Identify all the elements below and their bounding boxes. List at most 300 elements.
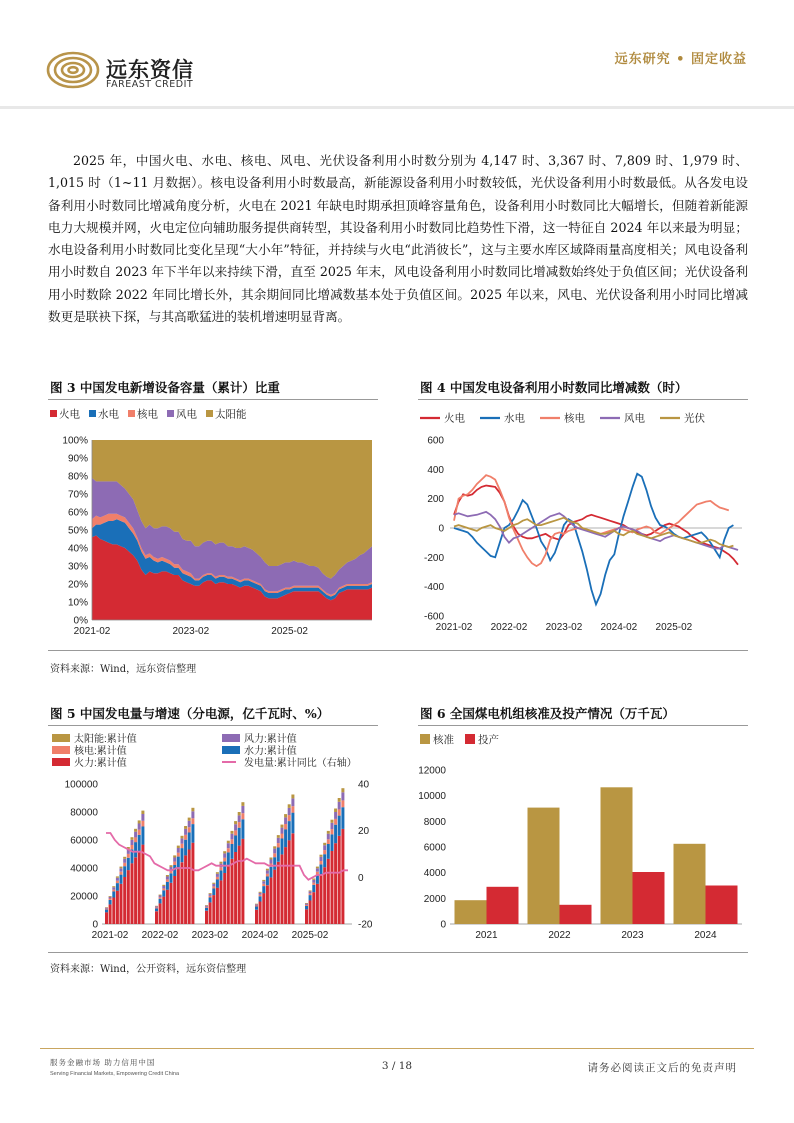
legend-label-4: 火力:累计值 [74,758,127,769]
bar-segment [227,848,230,852]
bar-segment [327,859,330,924]
bar-segment [231,844,234,859]
bar-segment [323,854,326,867]
bar-segment [109,897,112,899]
bar-segment [205,905,208,906]
fig3-title: 图 3 中国发电新增设备容量（累计）比重 [50,380,280,395]
bar-segment [105,909,108,910]
bar-segment [166,890,169,924]
bar-segment [155,907,158,908]
bar-segment [116,878,119,881]
bar-segment [109,896,112,897]
page-number: 3 / 18 [381,1060,413,1072]
bar-segment [134,829,137,832]
header-divider [0,106,794,109]
bar-segment [177,853,180,857]
bar-segment [188,821,191,827]
bar-segment [273,846,276,848]
legend-label-0: 火电 [59,408,80,421]
bar-segment [305,905,308,906]
bar-segment [173,855,176,857]
bar-segment [305,903,308,904]
bar-segment [281,839,284,855]
source1-rule [48,650,748,651]
x-tick-label: 2025-02 [271,626,308,637]
y-tick-label: 90% [67,453,88,465]
fig5-6-source: 资料来源：Wind，公开资料，远东资信整理 [50,964,247,975]
bar-segment [341,792,344,800]
bar-segment [316,884,319,924]
legend-label-1: 水电 [98,408,119,421]
bar-segment [131,837,134,840]
fig3-4-source: 资料来源：Wind，远东资信整理 [50,664,197,675]
y-tick-label: 100000 [64,779,98,791]
y-tick-label: 40000 [70,863,98,875]
bar-segment [331,829,334,834]
bar-segment [181,844,184,848]
bar-segment [234,830,237,835]
bar-segment [238,828,241,846]
bar-segment [141,814,144,821]
bar-segment [162,890,165,896]
legend-label-4: 光伏 [684,412,705,425]
bar-segment [212,895,215,924]
bar-segment [262,886,265,893]
body-text: 2025 年，中国火电、水电、核电、风电、光伏设备利用小时数分别为 4,147 时、3,367 时、7,809 时、1,979 时、1,015 时（1~11 月数据）。核电设备利用小时数最高，新能源设备利用小时数较低，光伏设备利用小时数最低。从各发电设备利用小时数同比增减角度分析，火电在 2021 年缺电时期承担顶峰容量角色，设备利用小时数同比大幅增长，但随着新能源电力大规模并网，火电定位向辅助服务提供商转型，其设备利用小时数同比趋势性下滑，这一特征自 2024 年以来最为明显；水电设备利用小时数同比变化呈现“大小年”特征，并持续与火电“此消彼长”，这与主要水库区域降雨量高度相关；风电设备利用小时数自 2023 年下半年以来持续下滑，直至 2025 年末，风电设备利用小时数同比增减数始终处于负值区间；光伏设备利用小时数除 2022 年同比增长外，其余期间同比增减数基本处于负值区间。2025 年以来，风电、光伏设备利用小时同比增减数更是联袂下探，与其高歌猛进的装机增速明显背离。 [48,153,748,325]
bar-segment [184,826,187,829]
bar-segment [162,885,165,886]
bar-segment [188,850,191,925]
bar-segment [320,857,323,861]
legend-label-1: 投产 [478,734,499,746]
bar-segment [155,911,158,924]
bar-segment [123,866,126,877]
bar-segment [316,868,319,871]
bar-segment [227,852,230,865]
fig6-chart [414,728,750,948]
bar-segment [255,910,258,924]
bar-segment [184,829,187,835]
bar-segment [209,898,212,903]
legend-label-2: 核电 [564,412,585,425]
bar-segment [273,870,276,924]
x-tick-label: 2023-02 [545,622,583,633]
bar-segment [334,819,337,825]
bar-segment [105,907,108,908]
bar-segment [331,823,334,829]
company-logo [46,50,216,94]
bar-segment [238,846,241,924]
bar-segment [281,825,284,828]
x-tick-label: 2021-02 [91,930,129,941]
bar-segment [273,857,276,869]
bar-segment [273,853,276,857]
y-tick-label: 60% [67,507,88,519]
bar-segment [338,802,341,810]
legend-label-4: 太阳能 [215,408,247,421]
bar-segment [109,900,112,905]
bar-segment [281,828,284,834]
y-tick-label: -600 [423,611,444,623]
bar-segment [155,906,158,907]
bar-segment [284,817,287,824]
bar-segment [334,825,337,844]
bar-segment [127,858,130,870]
y-tick-label: 10000 [418,791,446,803]
bar-segment [284,847,287,924]
bar-segment [191,824,194,843]
legend-label-3: 风电 [624,412,645,425]
disclaimer-note: 请务必阅读正文后的免责声明 [587,1062,737,1074]
legend-label-1: 水电 [504,412,525,425]
bar-segment [266,885,269,924]
bar-segment [277,838,280,843]
bar-segment [270,867,273,878]
bar-segment [120,884,123,924]
bar-segment [123,863,126,866]
bar-segment [291,833,294,924]
bar-segment [159,895,162,896]
bar-segment [170,865,173,867]
bar-segment [223,858,226,862]
bar-segment [223,853,226,857]
bar-segment [291,813,294,834]
bar-segment [216,888,219,924]
fig4-title: 图 4 中国发电设备利用小时数同比增减数（时） [420,380,688,395]
bar-投产-2023 [633,872,665,924]
bar-segment [312,879,315,880]
bar-segment [241,813,244,819]
fig3-title-rule [48,399,378,400]
bar-segment [181,862,184,924]
bar-segment [188,818,191,821]
bar-核准-2024 [674,844,706,924]
bar-segment [259,902,262,925]
bar-segment [134,832,137,838]
y-tick-label: 100% [62,435,88,447]
bar-segment [166,877,169,880]
y-tick-label: 0 [92,919,98,931]
bar-segment [173,862,176,865]
bar-segment [312,885,315,892]
bar-segment [223,873,226,924]
footer-divider [40,1048,754,1049]
bar-segment [205,907,208,908]
bar-segment [112,890,115,892]
bar-segment [334,812,337,819]
y-tick-label: 30% [67,561,88,573]
bar-segment [123,859,126,863]
bar-segment [259,896,262,901]
bar-segment [173,876,176,924]
bar-segment [305,906,308,909]
bar-segment [288,808,291,815]
legend-swatch-3 [167,410,174,417]
legend-swatch-4 [206,410,213,417]
y2-tick-label: 0 [358,872,364,884]
bar-segment [288,815,291,821]
bar-segment [284,830,287,848]
x-tick-label: 2022-02 [141,930,179,941]
legend-swatch-0 [420,734,430,744]
bar-segment [238,812,241,815]
bar-segment [212,883,215,884]
fig5-chart [46,728,380,948]
bar-segment [112,886,115,887]
bar-segment [134,842,137,857]
bar-segment [138,852,141,925]
bar-segment [338,798,341,802]
bar-segment [123,857,126,859]
bar-segment [209,894,212,896]
bar-segment [291,806,294,813]
legend-swatch-1 [465,734,475,744]
bar-segment [141,827,144,845]
line-series-4 [454,518,733,547]
bar-segment [116,891,119,924]
body-paragraph [48,150,748,328]
y-tick-label: 200 [427,494,444,506]
bar-segment [205,906,208,907]
bar-segment [259,893,262,895]
bar-投产-2021 [487,887,519,924]
legend-label-2: 核电 [137,408,158,421]
bar-segment [116,876,119,877]
bar-segment [205,911,208,924]
bar-segment [238,815,241,822]
bar-segment [309,891,312,893]
bar-segment [338,836,341,924]
bar-segment [181,848,184,862]
bar-segment [270,877,273,924]
bar-segment [305,909,308,924]
bar-segment [312,892,315,924]
bar-segment [138,820,141,823]
y-tick-label: 20% [67,579,88,591]
x-tick-label: 2023 [621,930,644,941]
bar-segment [231,831,234,834]
x-tick-label: 2025-02 [655,622,693,633]
bar-segment [120,875,123,884]
bar-segment [262,880,265,881]
bar-segment [109,899,112,900]
bar-segment [159,903,162,924]
bar-segment [259,892,262,893]
logo-name-cn: 远东资信 [106,58,194,82]
x-tick-label: 2021-02 [435,622,473,633]
fig5-title: 图 5 中国发电量与增速（分电源，亿千瓦时、%） [50,706,330,721]
bar-segment [141,821,144,827]
bar-segment [188,827,191,832]
bar-segment [212,886,215,888]
bar-segment [320,876,323,925]
bar-segment [212,889,215,896]
bar-segment [112,887,115,889]
legend-label-0: 火电 [444,412,465,425]
line-series-3 [454,512,738,550]
bar-segment [327,834,330,840]
bar-segment [312,883,315,885]
bar-segment [341,829,344,924]
bar-segment [105,908,108,909]
bar-segment [323,843,326,845]
y-tick-label: 12000 [418,765,446,777]
bar-segment [331,820,334,823]
line-series-1 [454,474,733,605]
bar-segment [323,867,326,924]
bar-segment [262,884,265,886]
bar-segment [241,839,244,924]
bar-segment [205,908,208,911]
bar-segment [309,890,312,891]
bar-segment [120,872,123,875]
y-tick-label: 600 [427,435,444,447]
bar-segment [266,874,269,877]
bar-segment [234,821,237,824]
y-tick-label: 400 [427,464,444,476]
bar-segment [159,899,162,904]
legend-swatch-2 [128,410,135,417]
bar-segment [134,837,137,842]
bar-segment [327,839,330,844]
bar-segment [184,840,187,856]
bar-segment [127,870,130,924]
source2-rule [48,952,748,953]
bar-segment [166,875,169,877]
bar-segment [277,848,280,862]
footer-slogan-en: Serving Financial Markets, Empowering Credit China [50,1071,179,1077]
legend-label-0: 太阳能:累计值 [74,734,137,745]
y-tick-label: 10% [67,597,88,609]
bar-segment [120,867,123,869]
bar-segment [138,830,141,835]
bar-segment [273,849,276,854]
bar-segment [191,818,194,824]
bar-segment [316,867,319,869]
legend-swatch-1 [89,410,96,417]
y-tick-label: 0% [73,615,88,627]
legend-label-0: 核准 [433,734,454,746]
y-tick-label: 2000 [423,893,446,905]
x-tick-label: 2024-02 [241,930,279,941]
y-tick-label: 80000 [70,807,98,819]
bar-segment [255,907,258,910]
bar-核准-2022 [528,808,560,924]
bar-segment [209,896,212,898]
bar-segment [170,883,173,924]
bar-segment [227,866,230,924]
bar-segment [216,877,219,880]
bar-segment [309,901,312,925]
bar-segment [312,880,315,883]
bar-segment [112,898,115,925]
y-tick-label: 60000 [70,835,98,847]
bar-segment [112,892,115,898]
y-tick-label: 40% [67,543,88,555]
bar-segment [138,824,141,830]
bar-segment [177,869,180,924]
bar-segment [227,843,230,848]
x-tick-label: 2022 [548,930,571,941]
bar-segment [162,888,165,890]
bar-segment [234,836,237,853]
bar-segment [181,838,184,843]
bar-segment [173,858,176,862]
y-tick-label: -200 [423,552,444,564]
x-tick-label: 2021-02 [73,626,111,637]
legend-label-3: 水力:累计值 [244,746,297,757]
bar-segment [223,861,226,873]
bar-segment [320,861,323,865]
y-tick-label: 4000 [423,868,446,880]
x-tick-label: 2025-02 [291,930,329,941]
y2-tick-label: 40 [358,779,370,791]
bar-segment [309,895,312,900]
bar-segment [262,893,265,924]
bar-segment [173,865,176,876]
bar-segment [181,836,184,839]
fig6-title: 图 6 全国煤电机组核准及投产情况（万千瓦） [420,706,675,721]
bar-segment [184,835,187,840]
y-tick-label: 0 [438,523,444,535]
x-tick-label: 2022-02 [490,622,528,633]
footer-slogan-cn: 服务金融市场 助力信用中国 [50,1058,156,1067]
bar-segment [162,897,165,924]
logo-name-en: FAREAST CREDIT [106,79,194,90]
bar-segment [234,824,237,830]
bar-segment [277,862,280,924]
bar-segment [288,840,291,924]
bar-segment [170,873,173,882]
bar-segment [116,883,119,891]
bar-segment [127,854,130,858]
bar-segment [220,867,223,870]
bar-核准-2023 [601,787,633,924]
bar-segment [141,845,144,924]
x-tick-label: 2023-02 [172,626,210,637]
bar-segment [327,831,330,834]
bar-segment [241,806,244,813]
bar-核准-2021 [455,900,487,924]
legend-swatch-0 [50,410,57,417]
report-category: 远东研究 • 固定收益 [614,52,747,67]
bar-segment [116,881,119,883]
y-tick-label: 70% [67,489,88,501]
bar-segment [138,835,141,852]
legend-swatch-3 [222,746,240,754]
bar-segment [334,809,337,813]
bar-segment [270,858,273,860]
bar-segment [305,904,308,905]
bar-segment [155,906,158,907]
y2-tick-label: -20 [358,919,373,931]
bar-segment [220,870,223,880]
bar-segment [241,802,244,806]
bar-segment [255,906,258,907]
bar-segment [270,860,273,864]
bar-segment [166,882,169,890]
bar-segment [266,876,269,885]
bar-segment [159,897,162,899]
y-tick-label: 8000 [423,816,446,828]
bar-segment [291,795,294,799]
bar-segment [188,833,191,850]
bar-segment [177,848,180,853]
legend-swatch-4 [52,758,70,766]
bar-segment [131,863,134,924]
bar-segment [327,844,330,859]
bar-segment [231,859,234,924]
